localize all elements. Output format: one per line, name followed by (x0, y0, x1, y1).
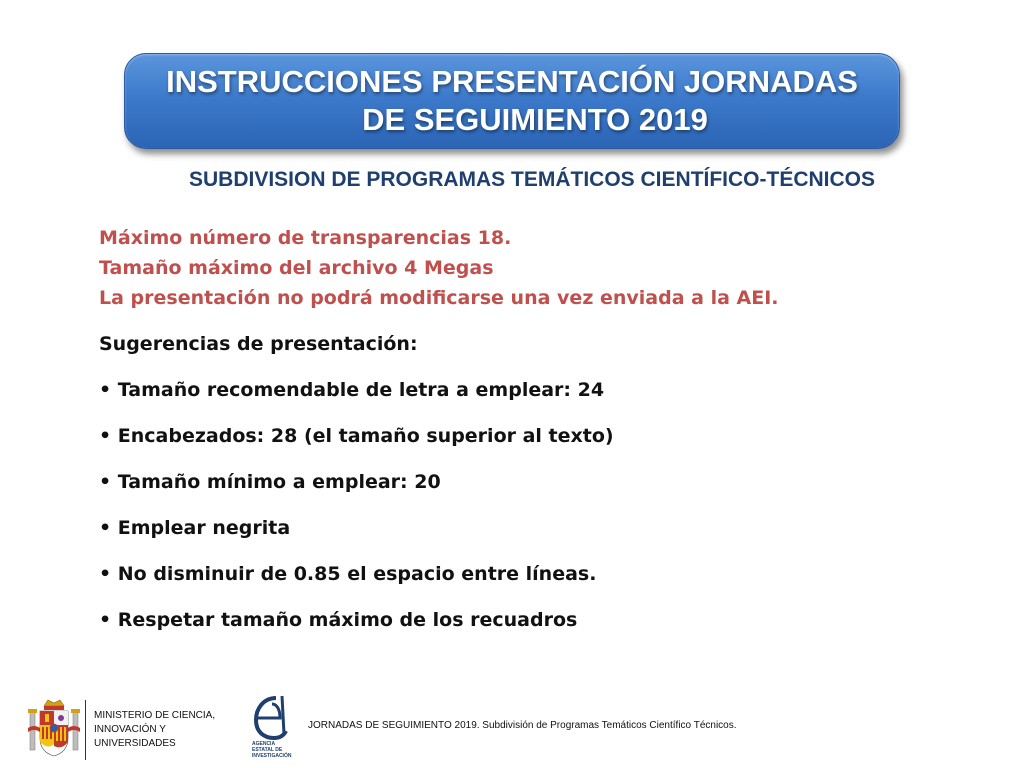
ministry-name (94, 709, 215, 751)
footer-note: JORNADAS DE SEGUIMIENTO 2019. Subdivisión de Programas Temáticos Científico Técnicos. (308, 720, 737, 731)
ministry-line: UNIVERSIDADES (94, 738, 176, 749)
suggestion-item: • No disminuir de 0.85 el espacio entre líneas. (99, 563, 597, 585)
limit-no-modify: La presentación no podrá modificarse una vez enviada a la AEI. (99, 287, 779, 309)
suggestion-item: • Emplear negrita (99, 517, 291, 539)
agency-line: ESTATAL DE (252, 747, 283, 753)
suggestion-item: • Respetar tamaño máximo de los recuadros (99, 609, 578, 631)
limit-file-size: Tamaño máximo del archivo 4 Megas (99, 257, 494, 279)
instructions-body (99, 223, 979, 635)
suggestions-heading: Sugerencias de presentación: (99, 333, 418, 355)
agency-line: INVESTIGACIÓN (252, 753, 292, 759)
agency-line: AGENCIA (252, 741, 276, 747)
agency-name (252, 741, 292, 759)
subtitle: SUBDIVISION DE PROGRAMAS TEMÁTICOS CIENTÍFICO-TÉCNICOS (188, 168, 876, 191)
spain-coat-of-arms-icon (26, 698, 82, 760)
footer (0, 692, 1024, 768)
suggestion-item: • Tamaño recomendable de letra a emplear: 24 (99, 379, 605, 401)
suggestion-item: • Tamaño mínimo a emplear: 20 (99, 471, 441, 493)
title-line-1: INSTRUCCIONES PRESENTACIÓN JORNADAS (166, 64, 858, 99)
limit-slides: Máximo número de transparencias 18. (99, 227, 512, 249)
ministry-line: INNOVACIÓN Y (94, 724, 166, 735)
footer-divider (85, 700, 86, 760)
title-line-2: DE SEGUIMIENTO 2019 (362, 102, 708, 137)
title-banner (124, 53, 900, 149)
ministry-line: MINISTERIO DE CIENCIA, (94, 710, 216, 721)
suggestion-item: • Encabezados: 28 (el tamaño superior al texto) (99, 425, 614, 447)
